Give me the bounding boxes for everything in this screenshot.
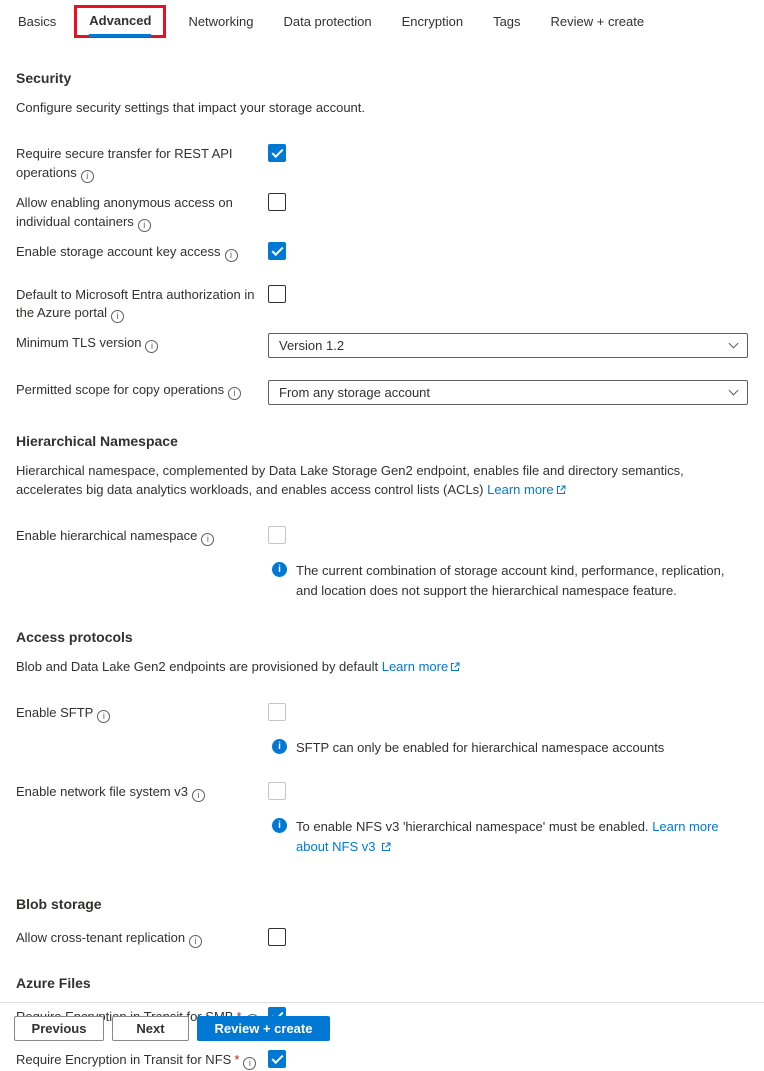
copy-scope-select[interactable] (268, 380, 748, 405)
info-tooltip-icon[interactable] (225, 249, 238, 262)
external-link-icon (381, 842, 391, 852)
nfs-encryption-row (16, 1050, 748, 1071)
secure-transfer-row (16, 144, 748, 183)
copy-scope-selected-value: From any storage account (279, 385, 431, 401)
info-tooltip-icon[interactable] (138, 219, 151, 232)
required-marker: * (234, 1051, 240, 1067)
enable-hns-label: Enable hierarchical namespace (16, 528, 198, 544)
nfs-encryption-checkbox[interactable] (268, 1050, 286, 1068)
enable-hns-row (16, 526, 748, 547)
hns-info-text: The current combination of storage account kind, performance, replication, and location does not support the hierarchical namespace feature. (296, 563, 725, 599)
previous-button[interactable]: Previous (14, 1016, 104, 1041)
hns-info-note (16, 561, 748, 601)
sftp-info-note (16, 738, 748, 758)
external-link-icon (556, 485, 566, 495)
info-tooltip-icon[interactable] (192, 789, 205, 802)
blob-storage-section-title: Blob storage (16, 895, 102, 912)
enable-sftp-row (16, 703, 748, 724)
chevron-down-icon (729, 386, 739, 396)
enable-sftp-label: Enable SFTP (16, 705, 94, 721)
wizard-tab-bar (0, 0, 764, 42)
key-access-label: Enable storage account key access (16, 243, 221, 259)
nfs-info-text: To enable NFS v3 'hierarchical namespace' must be enabled. Learn more about NFS v3 (296, 819, 719, 855)
enable-nfs-row (16, 782, 748, 803)
tab-advanced-highlight-box (74, 5, 166, 38)
tab-data-protection[interactable]: Data protection (283, 13, 372, 29)
review-create-button[interactable]: Review + create (197, 1016, 330, 1041)
anonymous-access-row (16, 193, 748, 232)
nfs-info-note (16, 817, 748, 857)
info-tooltip-icon[interactable] (201, 533, 214, 546)
security-section-title: Security (16, 70, 72, 86)
key-access-row (16, 242, 748, 263)
external-link-icon (450, 662, 460, 672)
min-tls-row (16, 333, 748, 358)
chevron-down-icon (729, 339, 739, 349)
next-button[interactable]: Next (112, 1016, 189, 1041)
entra-default-checkbox[interactable] (268, 285, 286, 303)
cross-tenant-checkbox[interactable] (268, 928, 286, 946)
min-tls-label: Minimum TLS version (16, 335, 142, 351)
access-protocols-learn-more-link[interactable]: Learn more (382, 659, 460, 674)
cross-tenant-label: Allow cross-tenant replication (16, 929, 186, 945)
tab-review-create[interactable]: Review + create (550, 13, 645, 29)
info-tooltip-icon[interactable] (81, 170, 94, 183)
entra-default-label: Default to Microsoft Entra authorization in the Azure portal (16, 286, 255, 321)
security-section-description: Configure security settings that impact your storage account. (16, 100, 366, 115)
hierarchical-description-text: Hierarchical namespace, complemented by Data Lake Storage Gen2 endpoint, enables file and directory semantics, accelerates big data analytics workloads, and enables access control lists (ACLs) (16, 463, 684, 498)
tab-encryption[interactable]: Encryption (401, 13, 464, 29)
info-tooltip-icon[interactable] (189, 935, 202, 948)
tab-advanced[interactable]: Advanced (89, 13, 151, 37)
sftp-info-text: SFTP can only be enabled for hierarchical namespace accounts (296, 740, 665, 756)
min-tls-select[interactable] (268, 333, 748, 358)
enable-nfs-label: Enable network file system v3 (16, 784, 188, 800)
info-icon (272, 562, 287, 577)
smb-encryption-label: for (186, 1008, 202, 1024)
cross-tenant-row (16, 928, 748, 949)
hierarchical-section-description (16, 462, 748, 500)
access-protocols-section-title: Access protocols (16, 629, 133, 646)
info-icon (272, 739, 287, 754)
info-icon (272, 818, 287, 833)
wizard-footer (0, 1002, 764, 1041)
enable-sftp-checkbox (268, 703, 286, 721)
min-tls-selected-value: Version 1.2 (279, 338, 345, 354)
secure-transfer-label: Require secure transfer for REST API operations (16, 145, 233, 180)
anonymous-access-label: Allow enabling anonymous access on individual containers (16, 194, 233, 229)
anonymous-access-checkbox[interactable] (268, 193, 286, 211)
nfs-learn-more-link[interactable]: Learn more about NFS v3 (296, 819, 719, 855)
hierarchical-learn-more-link[interactable]: Learn more (487, 482, 565, 497)
info-tooltip-icon[interactable] (228, 387, 241, 400)
azure-files-section-title: Azure Files (16, 974, 91, 991)
access-protocols-description-text: Blob and Data Lake Gen2 endpoints are provisioned by default (16, 659, 379, 675)
copy-scope-row (16, 380, 748, 405)
info-tooltip-icon[interactable] (97, 710, 110, 723)
entra-default-row (16, 285, 748, 324)
info-tooltip-icon[interactable] (243, 1057, 256, 1070)
info-tooltip-icon[interactable] (145, 340, 158, 353)
info-tooltip-icon[interactable] (111, 310, 124, 323)
enable-hns-checkbox (268, 526, 286, 544)
tab-networking[interactable]: Networking (188, 13, 254, 29)
enable-nfs-checkbox (268, 782, 286, 800)
secure-transfer-checkbox[interactable] (268, 144, 286, 162)
tab-basics[interactable]: Basics (18, 13, 57, 29)
hierarchical-section-title: Hierarchical Namespace (16, 433, 178, 450)
copy-scope-label: Permitted scope for copy operations (16, 382, 225, 398)
nfs-encryption-label: Require Encryption in Transit for NFS (16, 1051, 232, 1067)
access-protocols-description (16, 658, 748, 677)
tab-tags[interactable]: Tags (493, 13, 521, 29)
key-access-checkbox[interactable] (268, 242, 286, 260)
